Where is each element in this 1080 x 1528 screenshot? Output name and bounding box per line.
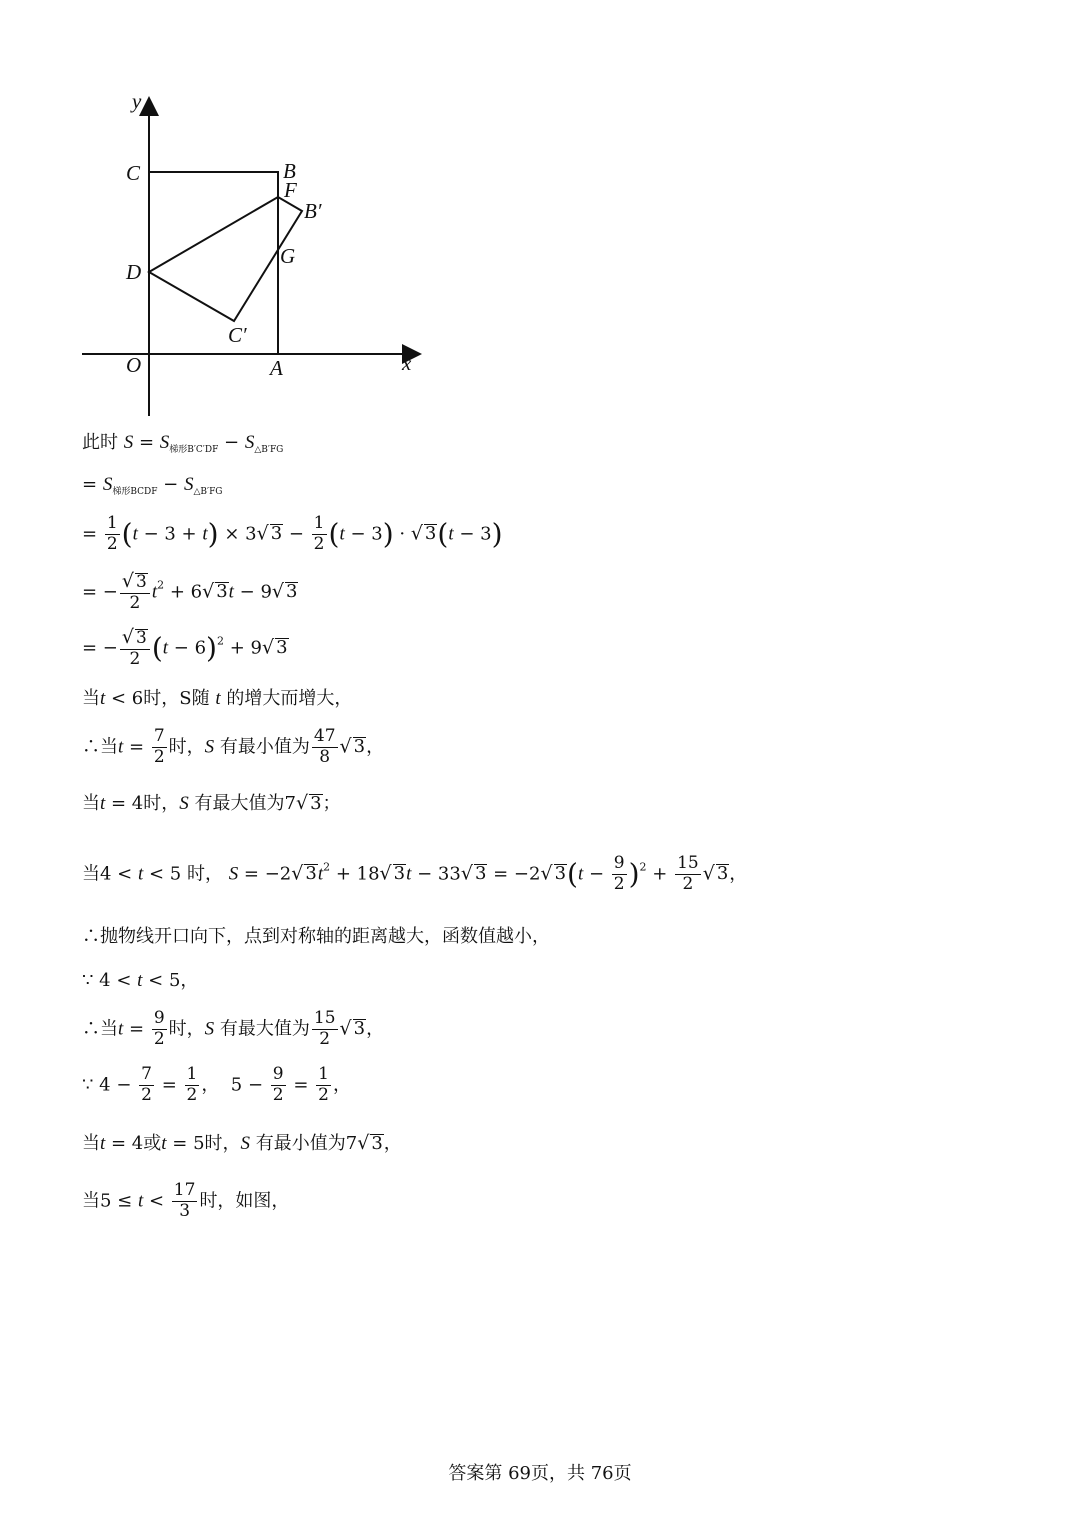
text: 当 — [82, 1190, 100, 1212]
text: 时， — [168, 1018, 205, 1040]
label-b-prime: B′ — [304, 199, 322, 223]
label-c: C — [126, 161, 141, 185]
subscript: △B′FG — [254, 445, 284, 455]
text: 时， — [204, 1133, 241, 1154]
label-x: x — [402, 351, 412, 375]
subscript: 梯形B′C′DF — [169, 445, 219, 455]
solution-line-11: ∵ 4 < t < 5， — [82, 970, 199, 991]
solution-line-9: 当4 < t < 5 时， S = −2√ $3t^2 + 18√$ 3t − 33√ 3 = −2√ 3(t − $\frac{9}{2}$ )$^2$ + $\frac{15}{2}$ √ 3， — [82, 853, 748, 894]
text: 当 — [82, 863, 100, 885]
solution-line-3: = $\frac{1}{2}$ (t − 3 + t) × 3√ 3 − $\frac{1}{2}$ (t − 3) · √ 3(t − 3) — [82, 513, 503, 554]
text: 此时 — [82, 432, 118, 453]
label-b: B — [283, 159, 296, 183]
text: 时， — [168, 736, 205, 758]
solution-line-14: 当t = 4或t = 5时，S 有最小值为7√ 3， — [82, 1132, 402, 1154]
text: ∴当 — [82, 736, 118, 758]
subscript: △B′FG — [193, 487, 223, 497]
text: 时， — [143, 793, 180, 814]
text: 有最小值为 — [219, 736, 310, 758]
solution-line-10: ∴抛物线开口向下，点到对称轴的距离越大，函数值越小， — [82, 926, 550, 947]
solution-line-12: ∴当t = $\frac{9}{2}$ 时，S 有最大值为 $\frac{15}{2}$ √ 3， — [82, 1008, 385, 1049]
label-a: A — [270, 356, 283, 380]
text: 时，S随 — [143, 688, 210, 709]
label-o: O — [126, 353, 142, 377]
text: 的增大而增大， — [226, 688, 353, 709]
solution-line-15: 当5 ≤ t < $\frac{17}{3}$ 时，如图， — [82, 1180, 290, 1221]
text: 时， — [186, 863, 223, 885]
text: 时，如图， — [199, 1190, 290, 1212]
label-c-prime: C′ — [228, 323, 247, 347]
text: 有最大值为 — [219, 1018, 310, 1040]
text: 当 — [82, 1133, 100, 1154]
solution-line-5: = − $\frac{√ 3}{2}$ $(t - 6)^2 + 9√$ 3 — [82, 626, 288, 669]
text: 当 — [82, 688, 100, 709]
text: ∴当 — [82, 1018, 118, 1040]
text: 当 — [82, 793, 100, 814]
solution-line-2: = $S_{梯形BCDF} - S_{\triangle B'FG}$ — [82, 474, 223, 497]
text: 有最大值为 — [194, 793, 285, 814]
label-d: D — [126, 260, 142, 284]
solution-line-7: ∴当t = $\frac{7}{2}$ 时，S 有最小值为 $\frac{47}{8}$ √ 3， — [82, 726, 385, 767]
solution-line-4: = − $\frac{√ 3}{2}$ $t^2 + 6√$ 3t − 9√ 3 — [82, 570, 298, 613]
rectangle-oabc — [149, 172, 278, 354]
geometry-figure — [80, 88, 425, 420]
label-g: G — [280, 244, 296, 268]
solution-line-8: 当t = 4时，S 有最大值为7√ 3； — [82, 792, 341, 814]
solution-line-13: ∵ 4 − $\frac{7}{2}$ = $\frac{1}{2}$ ， 5 − $\frac{9}{2}$ = $\frac{1}{2}$ ， — [82, 1064, 351, 1105]
text: 有最小值为 — [255, 1133, 346, 1154]
subscript: 梯形BCDF — [112, 487, 158, 497]
label-f: F — [284, 178, 297, 202]
solution-line-6: 当t < 6时，S随 t 的增大而增大， — [82, 688, 353, 709]
page-footer: 答案第 69页，共 76页 — [448, 1463, 632, 1484]
solution-line-1: 此时 $S = S_{梯形B'C'DF} - S_{\triangle B'FG}$ — [82, 432, 284, 455]
text: 或 — [143, 1133, 162, 1154]
label-y: y — [132, 89, 142, 113]
